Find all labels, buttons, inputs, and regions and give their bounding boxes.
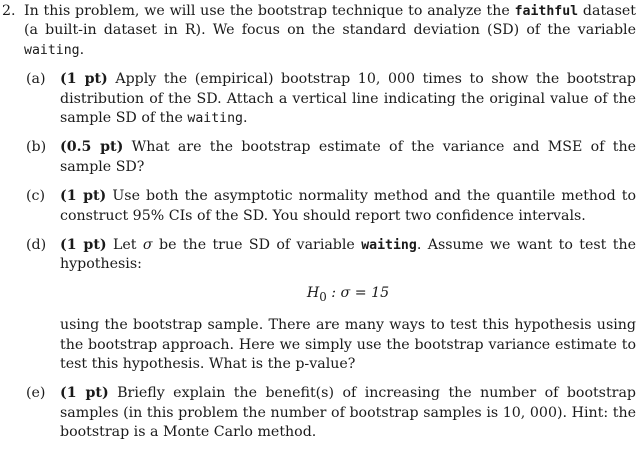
part-d-points: (1 pt) bbox=[60, 237, 107, 254]
part-a-text-1: Apply the (empirical) bootstrap 10, 000 times to show the bootstrap distribution of the SD. Attach a vertical line indicating the original value of the sample SD of the bbox=[60, 71, 636, 127]
problem-intro-text bbox=[24, 2, 636, 60]
part-e bbox=[26, 384, 636, 442]
part-d-text-3: . Assume we want to test the hypothesis: bbox=[60, 237, 637, 273]
part-a-points: (1 pt) bbox=[60, 71, 108, 88]
part-a-text-2: . bbox=[242, 110, 248, 127]
part-b bbox=[26, 138, 636, 177]
part-b-label: (b) bbox=[26, 139, 47, 156]
variable-name: waiting bbox=[24, 42, 80, 58]
part-e-text: Briefly explain the benefit(s) of increasing the number of bootstrap samples (in this problem the number of bootstrap samples is 10, 000). Hint: the bootstrap is a Monte Carlo method. bbox=[60, 385, 636, 441]
part-a-body bbox=[60, 70, 636, 128]
intro-text-2: dataset (a built-in dataset in R). We focus on the standard deviation (SD) of the variable bbox=[24, 3, 637, 39]
part-d-body bbox=[60, 236, 636, 374]
part-b-body bbox=[60, 138, 636, 177]
intro-text-3: . bbox=[79, 41, 85, 58]
part-e-label: (e) bbox=[26, 385, 46, 402]
hypothesis-subscript: 0 bbox=[319, 289, 327, 304]
part-a bbox=[26, 70, 636, 128]
hypothesis-equation bbox=[60, 284, 636, 307]
part-c-text: Use both the asymptotic normality method and the quantile method to construct 95% CIs of the SD. You should report two confidence intervals. bbox=[60, 188, 636, 224]
part-c-points: (1 pt) bbox=[60, 188, 107, 205]
parts-list bbox=[2, 70, 636, 442]
hypothesis-rhs: : σ = 15 bbox=[326, 284, 390, 301]
part-e-points: (1 pt) bbox=[60, 385, 109, 402]
part-c bbox=[26, 187, 636, 226]
problem-intro bbox=[2, 2, 636, 60]
problem-number: 2. bbox=[2, 3, 16, 19]
problem-2 bbox=[2, 2, 636, 453]
part-c-body bbox=[60, 187, 636, 226]
part-d-text-1: Let bbox=[106, 237, 143, 254]
part-e-body bbox=[60, 384, 636, 442]
intro-text-1: In this problem, we will use the bootstrap technique to analyze the bbox=[24, 3, 515, 19]
part-d bbox=[26, 236, 636, 374]
part-d-paragraph-1 bbox=[60, 236, 636, 275]
part-c-label: (c) bbox=[26, 188, 46, 205]
part-b-points: (0.5 pt) bbox=[60, 139, 124, 156]
part-d-text-2: be the true SD of variable bbox=[152, 237, 362, 254]
part-a-code: waiting bbox=[187, 111, 243, 127]
hypothesis-h: H bbox=[306, 284, 320, 301]
dataset-name: faithful bbox=[514, 4, 579, 19]
part-d-code: waiting bbox=[361, 238, 417, 254]
part-d-label: (d) bbox=[26, 237, 47, 254]
part-a-label: (a) bbox=[26, 71, 46, 88]
part-b-text: What are the bootstrap estimate of the variance and MSE of the sample SD? bbox=[60, 139, 636, 175]
part-d-paragraph-2: using the bootstrap sample. There are many ways to test this hypothesis using the bootstrap approach. Here we simply use the bootstrap variance estimate to test this hypothesis. What is the p-value? bbox=[60, 317, 636, 372]
sigma-symbol: σ bbox=[142, 237, 153, 254]
